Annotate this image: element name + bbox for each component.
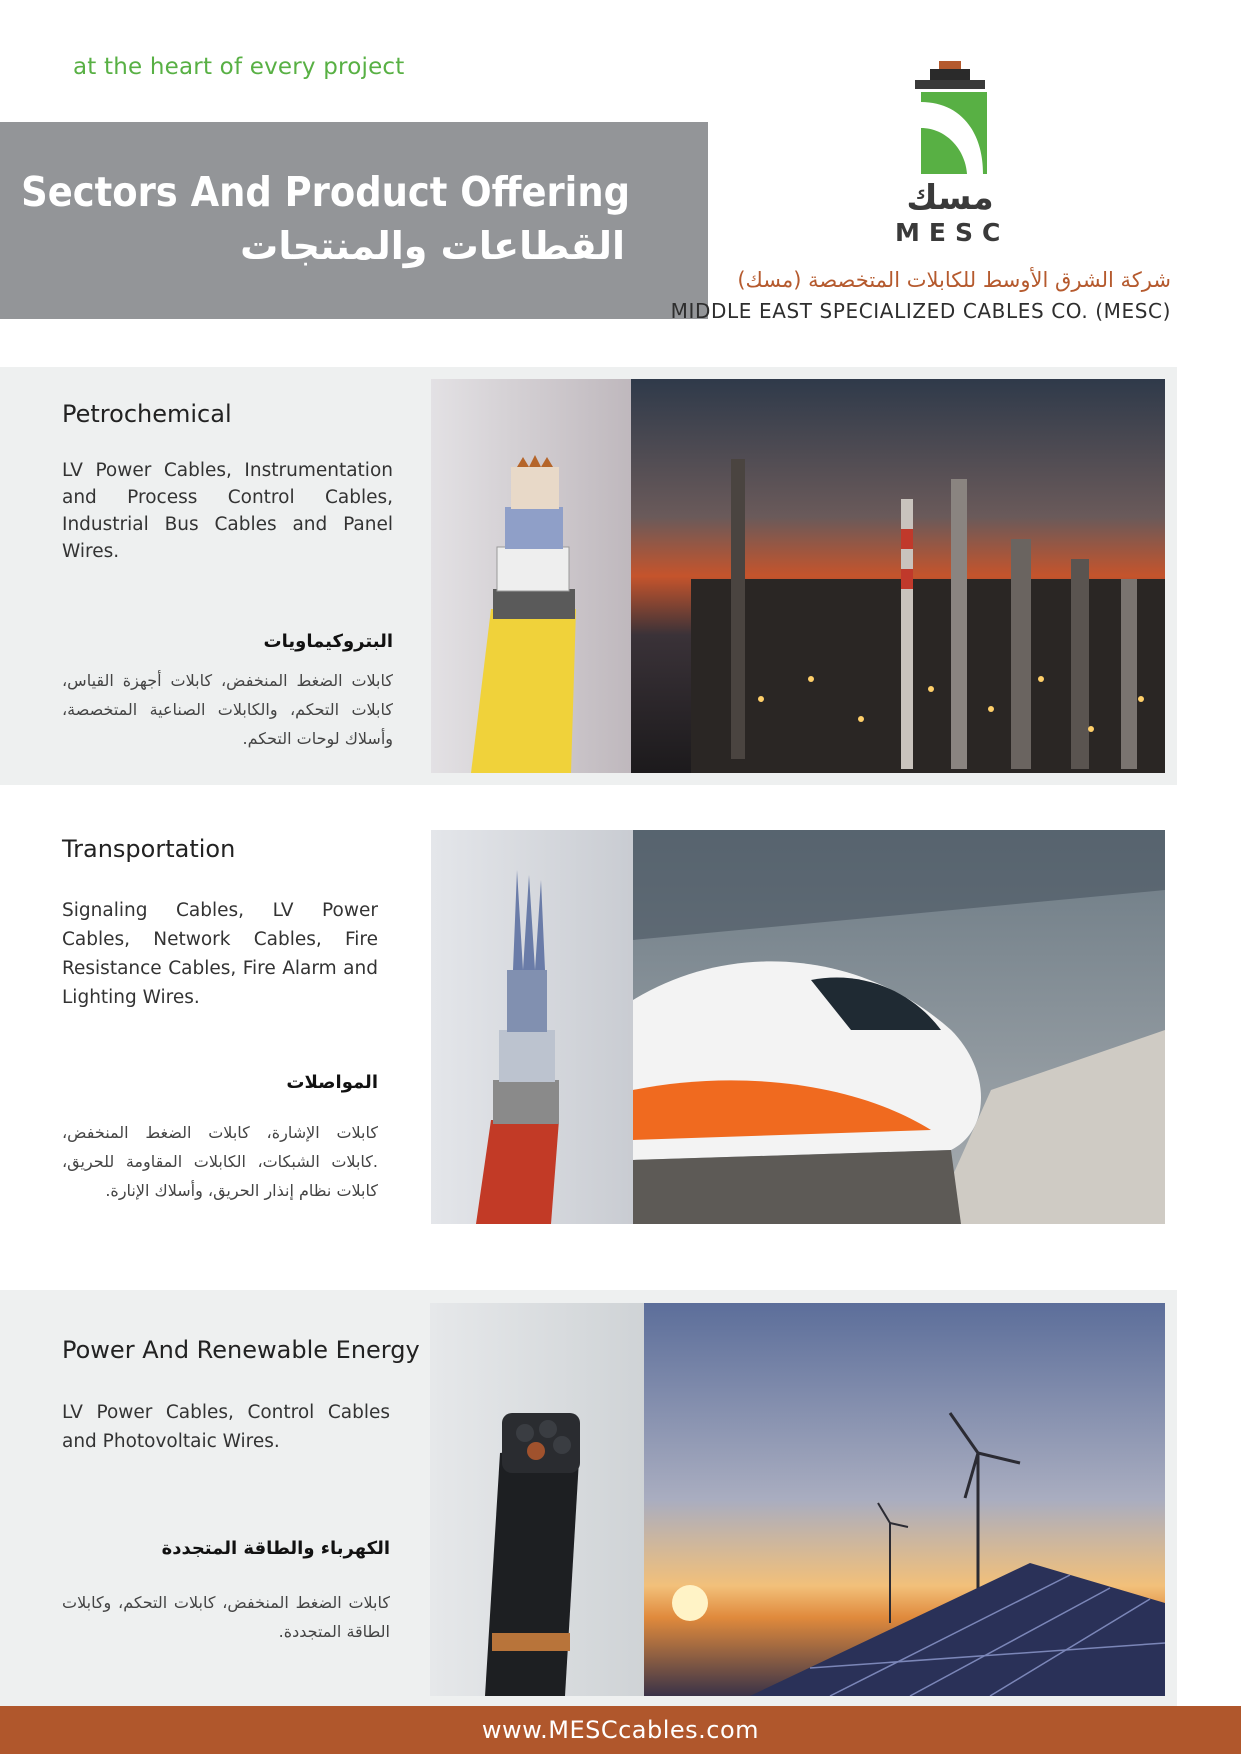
footer-bar [0, 1706, 1241, 1754]
section-title: Transportation [62, 835, 236, 863]
logo-text-arabic: مسك [906, 178, 994, 218]
section-description: Signaling Cables, LV Power Cables, Network Cables, Fire Resistance Cables, Fire Alarm and Lighting Wires. [62, 900, 378, 1008]
page-title-arabic: القطاعات والمنتجات [240, 224, 625, 268]
section-description: LV Power Cables, Control Cables and Photovoltaic Wires. [62, 1402, 390, 1452]
section-title-arabic: الكهرباء والطاقة المتجددة [161, 1538, 390, 1559]
company-name: MIDDLE EAST SPECIALIZED CABLES CO. (MESC) [670, 299, 1171, 323]
transportation-photo [431, 830, 1165, 1224]
section-description-arabic: كابلات الإشارة، كابلات الضغط المنخفض، .كابلات الشبكات، الكابلات المقاومة للحريق، كابلات نظام إنذار الحريق، وأسلاك الإنارة. [62, 1123, 378, 1200]
section-title: Petrochemical [62, 400, 232, 428]
train-cable-image-icon [431, 830, 1165, 1224]
section-description-arabic: كابلات الضغط المنخفض، كابلات أجهزة القياس، كابلات التحكم، والكابلات الصناعية المتخصصة، وأسلاك لوحات التحكم. [62, 671, 393, 748]
section-power-renewable [0, 1290, 1177, 1706]
tagline: at the heart of every project [73, 54, 405, 80]
solar-wind-cable-image-icon [430, 1303, 1165, 1696]
section-transportation [0, 820, 1177, 1230]
mesc-logo-mark-icon [895, 58, 1015, 178]
page-title: Sectors And Product Offering [21, 168, 630, 216]
website-link[interactable]: www.MESCcables.com [481, 1716, 760, 1744]
section-description-arabic: كابلات الضغط المنخفض، كابلات التحكم، وكابلات الطاقة المتجددة. [62, 1593, 390, 1641]
petrochemical-photo [431, 379, 1165, 773]
title-band [0, 122, 708, 319]
section-title-arabic: المواصلات [286, 1072, 378, 1093]
section-petrochemical [0, 367, 1177, 785]
renewable-energy-photo [430, 1303, 1165, 1696]
logo-text: MESC [895, 218, 1010, 247]
section-title: Power And Renewable Energy [62, 1336, 420, 1364]
section-title-arabic: البتروكيماويات [263, 631, 393, 652]
section-description: LV Power Cables, Instrumentation and Process Control Cables, Industrial Bus Cables and Panel Wires. [62, 460, 393, 562]
company-name-arabic: شركة الشرق الأوسط للكابلات المتخصصة (مسك) [737, 268, 1171, 292]
refinery-cable-image-icon [431, 379, 1165, 773]
